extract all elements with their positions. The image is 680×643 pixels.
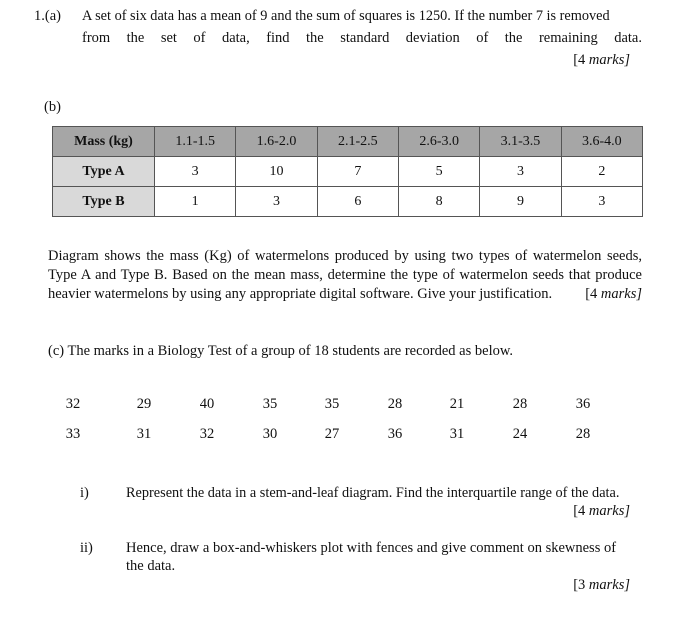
part-ii-label: ii) [80,540,93,556]
part-ii-marks: [3 marks] [573,577,630,593]
question-1a-line-2: from the set of data, find the standard deviation of the remaining data. [82,30,642,46]
table-cell: 3 [480,157,561,187]
question-1b-marks: [4 marks] [585,286,642,302]
data-value: 24 [512,426,528,442]
row-label-type-a: Type A [53,157,155,187]
data-value: 36 [575,396,591,412]
table-cell: 3 [236,187,317,217]
table-header-row [53,127,643,157]
table-header-cell: 2.1-2.5 [317,127,398,157]
table-cell: 7 [317,157,398,187]
data-value: 35 [262,396,278,412]
table-cell: 9 [480,187,561,217]
data-value: 28 [575,426,591,442]
data-value: 30 [262,426,278,442]
table-row [53,187,643,217]
data-value: 31 [449,426,465,442]
question-1a-line-1: A set of six data has a mean of 9 and the sum of squares is 1250. If the number 7 is removed [82,8,610,24]
part-ii-line-1: Hence, draw a box-and-whiskers plot with fences and give comment on skewness of [126,540,617,556]
row-label-type-b: Type B [53,187,155,217]
data-value: 32 [65,396,81,412]
question-1a-marks: [4 marks] [573,52,630,68]
part-i-label: i) [80,485,89,501]
part-i-text: Represent the data in a stem-and-leaf diagram. Find the interquartile range of the data. [126,485,620,501]
table-header-cell: 3.6-4.0 [561,127,642,157]
table-cell: 8 [398,187,479,217]
part-i-marks: [4 marks] [573,503,630,519]
question-label-1b: (b) [44,99,61,115]
table-header-cell: 3.1-3.5 [480,127,561,157]
data-value: 27 [324,426,340,442]
table-header-cell: Mass (kg) [53,127,155,157]
data-value: 28 [387,396,403,412]
data-value: 35 [324,396,340,412]
data-value: 40 [199,396,215,412]
data-value: 31 [136,426,152,442]
question-1b-paragraph-line-3: heavier watermelons by using any appropriate digital software. Give your justification. [48,286,553,302]
table-row [53,157,643,187]
table-cell: 10 [236,157,317,187]
question-1c-intro: (c) The marks in a Biology Test of a group of 18 students are recorded as below. [48,343,514,359]
data-value: 29 [136,396,152,412]
table-header-cell: 1.6-2.0 [236,127,317,157]
table-cell: 2 [561,157,642,187]
question-1b-paragraph-line-1: Diagram shows the mass (Kg) of watermelons produced by using two types of watermelon seeds, [48,248,642,264]
data-value: 33 [65,426,81,442]
data-value: 36 [387,426,403,442]
watermelon-mass-table [52,126,643,217]
table-cell: 5 [398,157,479,187]
question-1b-paragraph-line-2: Type A and Type B. Based on the mean mass, determine the type of watermelon seeds that produce [48,267,642,283]
table-cell: 1 [155,187,236,217]
data-value: 32 [199,426,215,442]
data-value: 21 [449,396,465,412]
part-ii-line-2: the data. [126,558,176,574]
table-cell: 3 [155,157,236,187]
table-cell: 6 [317,187,398,217]
data-value: 28 [512,396,528,412]
table-cell: 3 [561,187,642,217]
question-number-1a: 1.(a) [34,8,61,24]
table-header-cell: 1.1-1.5 [155,127,236,157]
table-header-cell: 2.6-3.0 [398,127,479,157]
